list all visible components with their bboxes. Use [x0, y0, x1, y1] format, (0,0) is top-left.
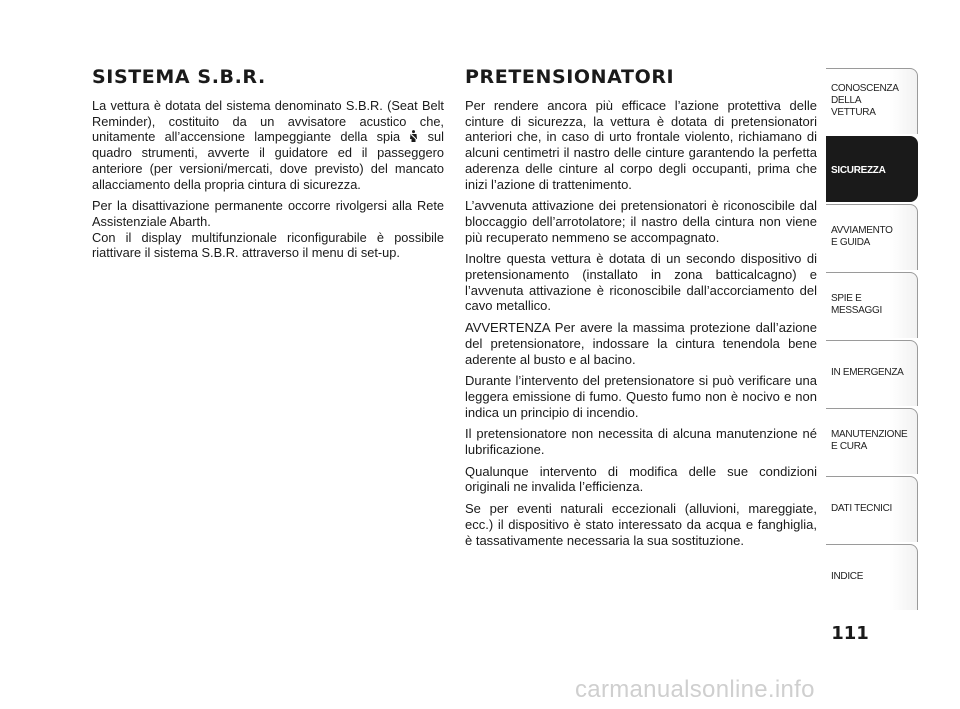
pretensionatori-paragraph: Se per eventi naturali eccezionali (alluvioni, mareggiate, ecc.) il dispositivo è stato interessato da acqua e fanghiglia, è tassativamente necessaria la sua sostituzione.: [465, 501, 817, 548]
sbr-paragraph-2: [92, 198, 444, 261]
tab-conoscenza-della-vettura[interactable]: CONOSCENZA DELLA VETTURA: [826, 68, 918, 134]
tab-in-emergenza[interactable]: IN EMERGENZA: [826, 340, 918, 406]
pretensionatori-section: [465, 66, 817, 554]
chapter-tabs: [826, 68, 918, 612]
sbr-paragraph-1: [92, 98, 444, 192]
pretensionatori-paragraph: Qualunque intervento di modifica delle sue condizioni originali ne invalida l’efficienza.: [465, 463, 817, 495]
tab-indice[interactable]: INDICE: [826, 544, 918, 610]
pretensionatori-paragraph: L’avvenuta attivazione dei pretensionatori è riconoscibile dal bloccaggio dell’arrotolatore; il nastro della cintura non viene più recuperato nemmeno se accompagnato.: [465, 198, 817, 245]
pretensionatori-paragraph: AVVERTENZA Per avere la massima protezione dall’azione del pretensionatore, indossare la cintura tenendola bene aderente al busto e al bacino.: [465, 320, 817, 367]
watermark: carmanualsonline.info: [575, 676, 815, 703]
pretensionatori-paragraph: Inoltre questa vettura è dotata di un secondo dispositivo di pretensionamento (installato in zona batticalcagno) e l’avvenuta attivazione è riconoscibile dall’accorciamento del cavo metallico.: [465, 251, 817, 314]
sbr-paragraph-1-text-b: sul quadro strumenti, avverte il guidatore ed il passeggero anteriore (per versioni/mercati, dove previsto) del mancato allacciamento della propria cintura di sicurezza.: [92, 129, 444, 192]
pretensionatori-paragraph: Durante l’intervento del pretensionatore si può verificare una leggera emissione di fumo. Questo fumo non è nocivo e non indica un principio di incendio.: [465, 373, 817, 420]
tab-avviamento-e-guida[interactable]: AVVIAMENTO E GUIDA: [826, 204, 918, 270]
pretensionatori-paragraph: Il pretensionatore non necessita di alcuna manutenzione né lubrificazione.: [465, 426, 817, 458]
seatbelt-warning-icon: [409, 130, 418, 142]
tab-sicurezza[interactable]: SICUREZZA: [826, 136, 918, 202]
sbr-paragraph-2-text: Per la disattivazione permanente occorre rivolgersi alla Rete Assistenziale Abarth.: [92, 198, 444, 229]
sbr-paragraph-1-text-a: La vettura è dotata del sistema denominato S.B.R. (Seat Belt Reminder), costituito da un avvisatore acustico che, unitamente all’accensione lampeggiante della spia: [92, 98, 444, 145]
tab-dati-tecnici[interactable]: DATI TECNICI: [826, 476, 918, 542]
tab-manutenzione-e-cura[interactable]: MANUTENZIONE E CURA: [826, 408, 918, 474]
sbr-paragraph-3-text: Con il display multifunzionale riconfigurabile è possibile riattivare il sistema S.B.R. attraverso il menu di set-up.: [92, 229, 444, 261]
sbr-heading: SISTEMA S.B.R.: [92, 66, 266, 88]
tab-spie-e-messaggi[interactable]: SPIE E MESSAGGI: [826, 272, 918, 338]
pretensionatori-paragraph: Per rendere ancora più efficace l’azione protettiva delle cinture di sicurezza, la vettura è dotata di pretensionatori anteriori che, in caso di urto frontale violento, richiamano di alcuni centimetri il nastro delle cinture garantendo la perfetta aderenza delle cinture al corpo degli occupanti, prima che inizi l’azione di trattenimento.: [465, 98, 817, 192]
page-number: 111: [831, 623, 869, 644]
sbr-section: [92, 66, 444, 261]
pretensionatori-heading: PRETENSIONATORI: [465, 66, 675, 88]
